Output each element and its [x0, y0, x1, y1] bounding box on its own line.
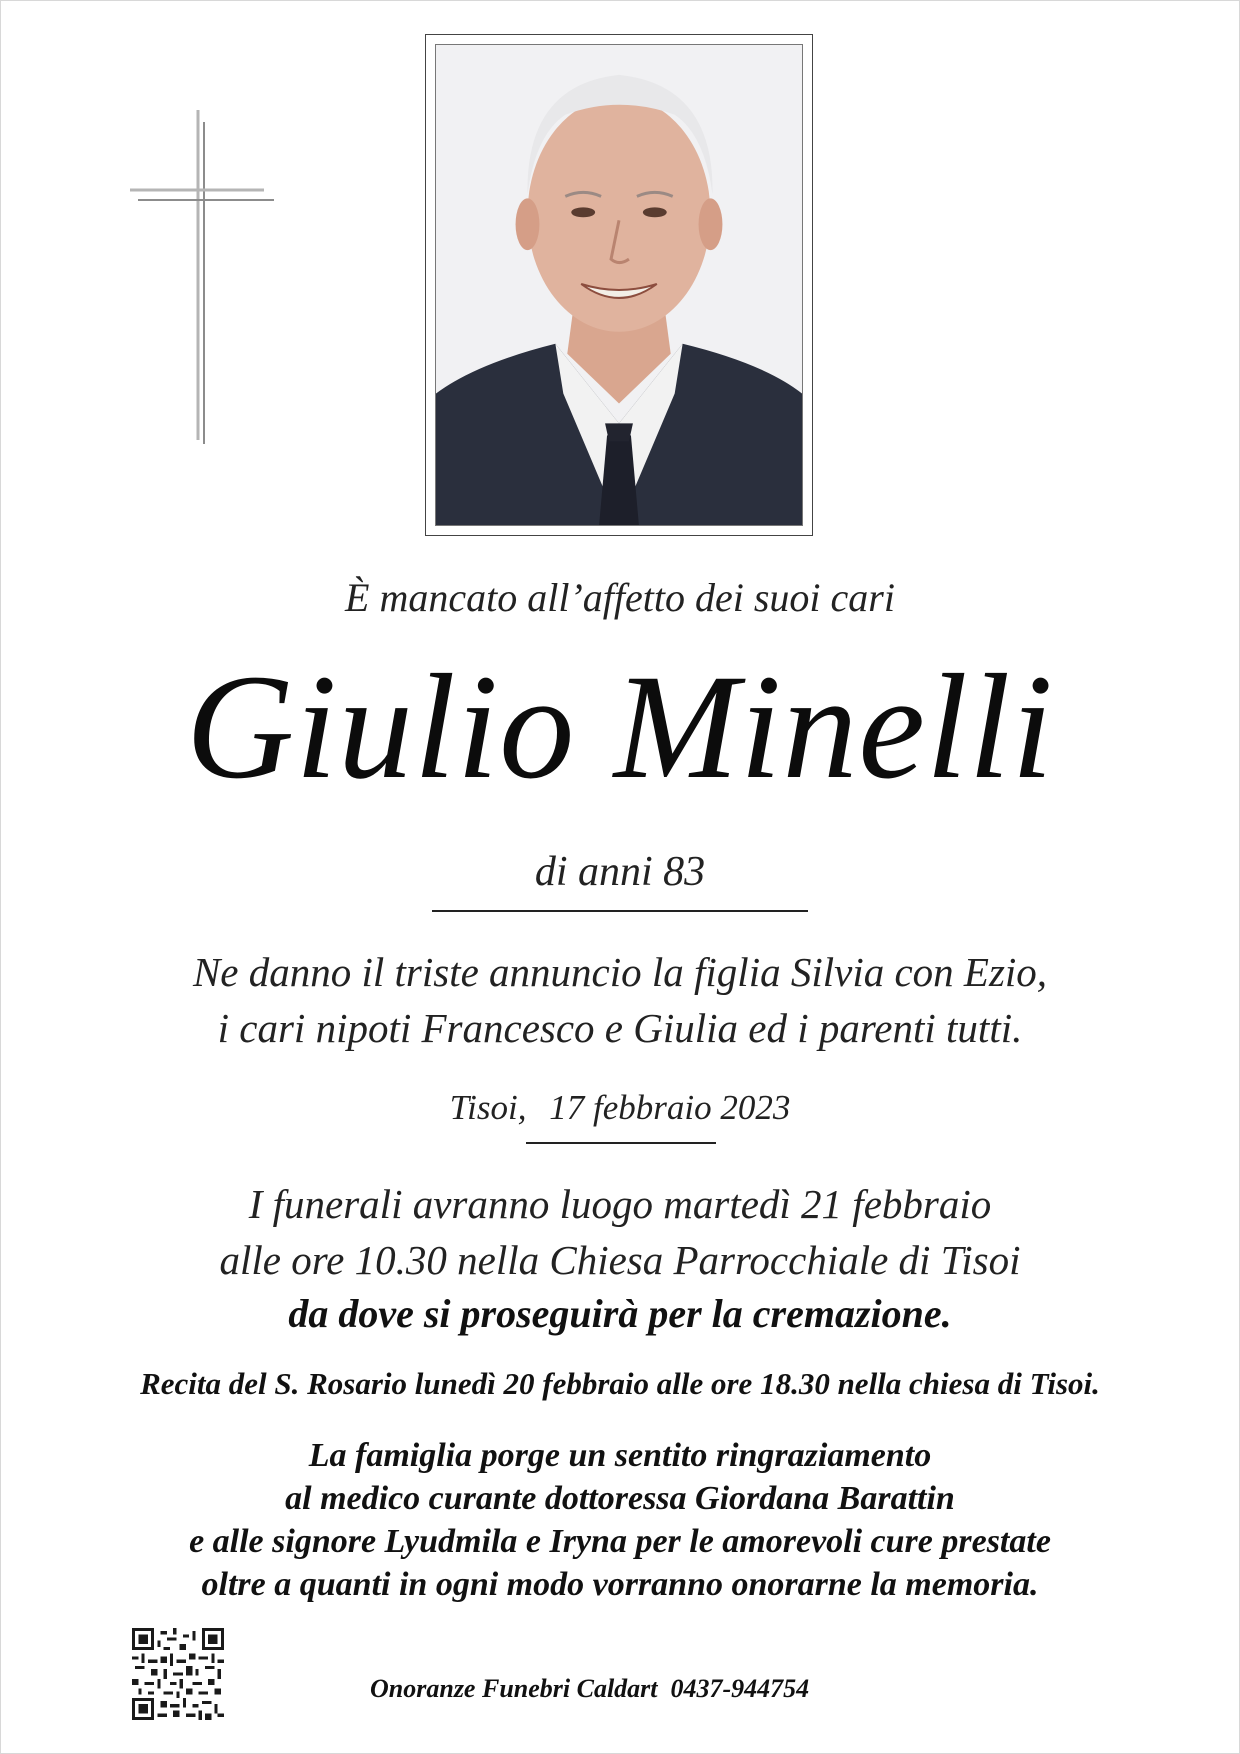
- age-text: di anni 83: [534, 849, 706, 895]
- portrait-frame: [425, 34, 813, 536]
- funeral-home-contact: Onoranze Funebri Caldart 0437-944754: [370, 1674, 810, 1703]
- qr-code-icon: [132, 1628, 224, 1720]
- announcement-line: i cari nipoti Francesco e Giulia ed i parenti tutti.: [217, 1005, 1023, 1051]
- cross-icon: [128, 110, 278, 450]
- thanks-line: al medico curante dottoressa Giordana Barattin: [285, 1480, 955, 1517]
- cremation-note: da dove si proseguirà per la cremazione.: [288, 1291, 952, 1336]
- thanks-line: La famiglia porge un sentito ringraziamento: [308, 1437, 932, 1474]
- funeral-line: alle ore 10.30 nella Chiesa Parrocchiale di Tisoi: [219, 1237, 1021, 1283]
- place-date: [0, 1088, 1240, 1128]
- deceased-name: Giulio Minelli: [185, 644, 1055, 810]
- rosary-note: Recita del S. Rosario lunedì 20 febbraio alle ore 18.30 nella chiesa di Tisoi.: [140, 1366, 1100, 1401]
- funeral-line: I funerali avranno luogo martedì 21 febbraio: [248, 1181, 992, 1227]
- age-underline: [432, 910, 808, 912]
- thanks-message: [0, 1434, 1240, 1606]
- thanks-line: oltre a quanti in ogni modo vorranno onorarne la memoria.: [201, 1566, 1039, 1603]
- intro-text: È mancato all’affetto dei suoi cari: [345, 575, 895, 620]
- announcement: [0, 944, 1240, 1056]
- thanks-line: e alle signore Lyudmila e Iryna per le amorevoli cure prestate: [189, 1523, 1051, 1560]
- funeral-details: [0, 1176, 1240, 1288]
- announcement-line: Ne danno il triste annuncio la figlia Silvia con Ezio,: [192, 949, 1048, 995]
- date-text: 17 febbraio 2023: [549, 1088, 791, 1127]
- date-underline: [526, 1142, 716, 1144]
- place-text: Tisoi,: [449, 1088, 527, 1127]
- portrait-photo: [435, 44, 803, 526]
